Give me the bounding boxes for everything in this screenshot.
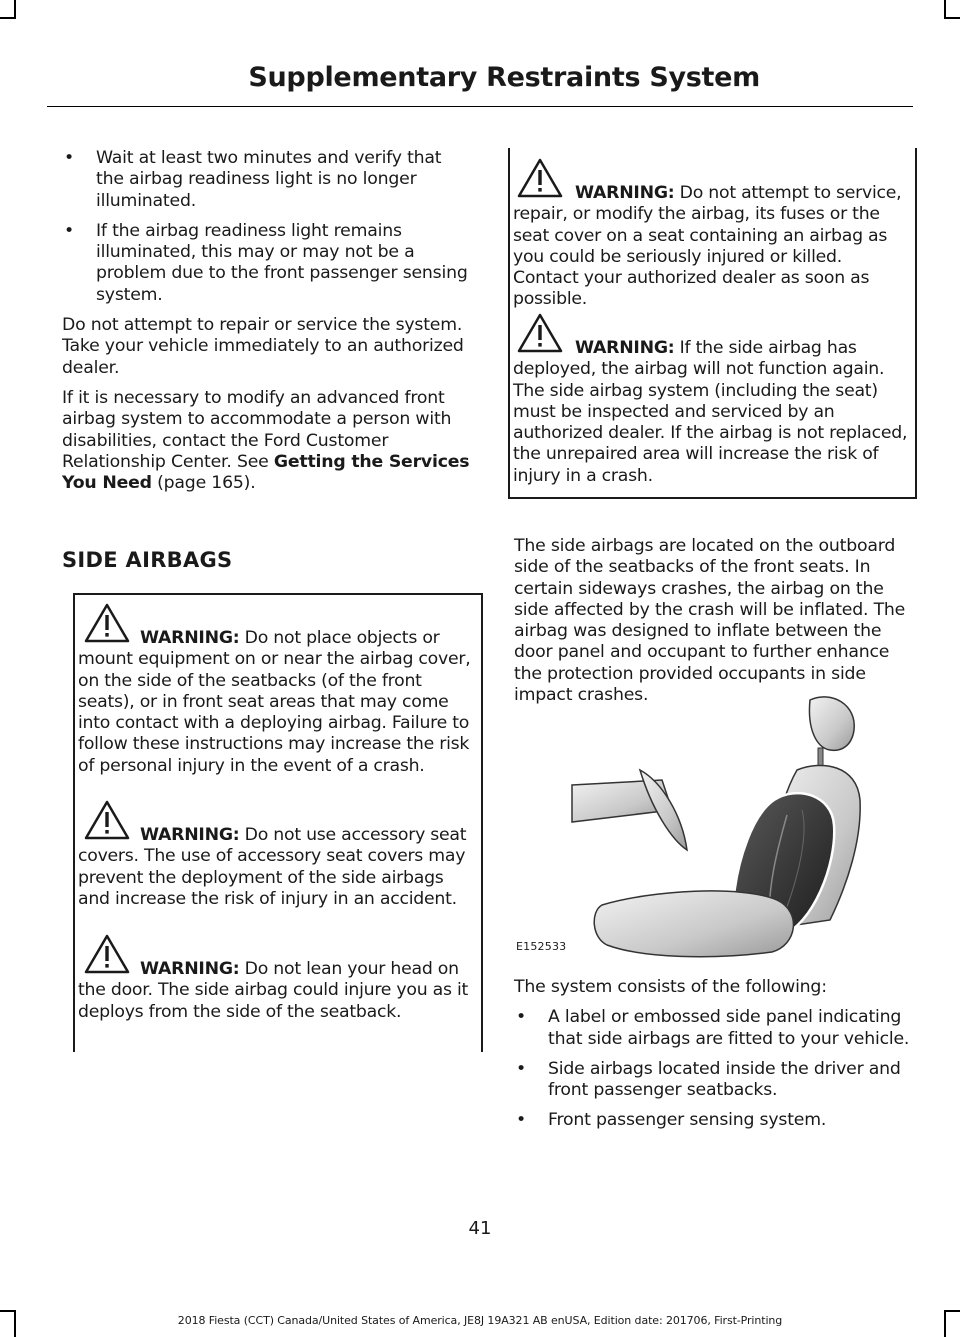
warning-label: WARNING: [575,338,675,358]
crop-mark [944,1310,960,1312]
paragraph-text: If it is necessary to modify an advanced front airbag system to accommodate a person with disabilities, contact the Ford Customer Relationship Center. See [62,387,452,472]
warning-body: Do not place objects or mount equipment on or near the airbag cover, on the side of the seatbacks (of the front seats), or in front seat areas that may come into contact with a deploying airbag. Failure to follow these instructions may increase the risk of personal injury in the event of a crash. [78,628,471,776]
warning-body: Do not use accessory seat covers. The use of accessory seat covers may prevent the deployment of the side airbags and increase the risk of injury in an accident. [78,825,467,909]
left-column [62,148,474,503]
paragraph [62,388,474,494]
right-column [514,536,910,715]
header-divider [47,106,913,107]
paragraph: The side airbags are located on the outboard side of the seatbacks of the front seats. In certain sideways crashes, the airbag on the side affected by the crash will be inflated. The airbag was designed to inflate between the door panel and occupant to further enhance the protection provided occupants in side impact crashes. [514,536,906,706]
side-airbag-seat-illustration [512,690,912,960]
crop-mark [944,0,946,18]
warning-text [513,338,911,487]
warning-text [78,825,476,910]
warning-text [78,628,476,777]
list-item: • Side airbags located inside the driver and front passenger seatbacks. [514,1059,910,1102]
right-column-lower [514,977,910,1141]
page-reference: (page 165). [157,473,256,494]
paragraph: Do not attempt to repair or service the system. Take your vehicle immediately to an authorized dealer. [62,315,464,378]
warning-label: WARNING: [575,183,675,203]
warning-body: Do not lean your head on the door. The side airbag could injure you as it deploys from the side of the seatback. [78,959,469,1022]
list-item: • Wait at least two minutes and verify that the airbag readiness light is no longer illuminated. [62,148,474,212]
crop-mark [14,0,16,18]
warning-label: WARNING: [140,628,240,648]
crop-mark [0,17,16,19]
list-item: • If the airbag readiness light remains illuminated, this may or may not be a problem due to the front passenger sensing system. [62,221,474,306]
page-title: Supplementary Restraints System [248,62,760,93]
warning-body: If the side airbag has deployed, the airbag will not function again. The side airbag system (including the seat) must be inspected and serviced by an authorized dealer. If the airbag is not replaced, the unrepaired area will increase the risk of injury in a crash. [513,338,908,486]
crop-mark [944,17,960,19]
list-item: • Front passenger sensing system. [514,1110,910,1131]
crop-mark [0,1310,16,1312]
paragraph: The system consists of the following: [514,977,827,997]
warning-body: Do not attempt to service, repair, or modify the airbag, its fuses or the seat cover on a seat containing an airbag as you could be seriously injured or killed. Contact your authorized dealer as soon as possible. [513,183,902,310]
figure-id: E152533 [516,940,567,953]
warning-label: WARNING: [140,825,240,845]
footer-edition-line: 2018 Fiesta (CCT) Canada/United States of America, JE8J 19A321 AB enUSA, Edition date: 201706, First-Printing [177,1314,783,1327]
list-item: • A label or embossed side panel indicating that side airbags are fitted to your vehicle. [514,1007,910,1050]
bullet-list [514,1007,910,1131]
section-heading: SIDE AIRBAGS [62,548,233,572]
warning-label: WARNING: [140,959,240,979]
warning-text [78,959,476,1023]
page-number: 41 [468,1218,492,1239]
warning-text [513,183,911,311]
bullet-list [62,148,474,306]
cross-reference-link[interactable]: Getting the Services You Need [62,451,470,494]
